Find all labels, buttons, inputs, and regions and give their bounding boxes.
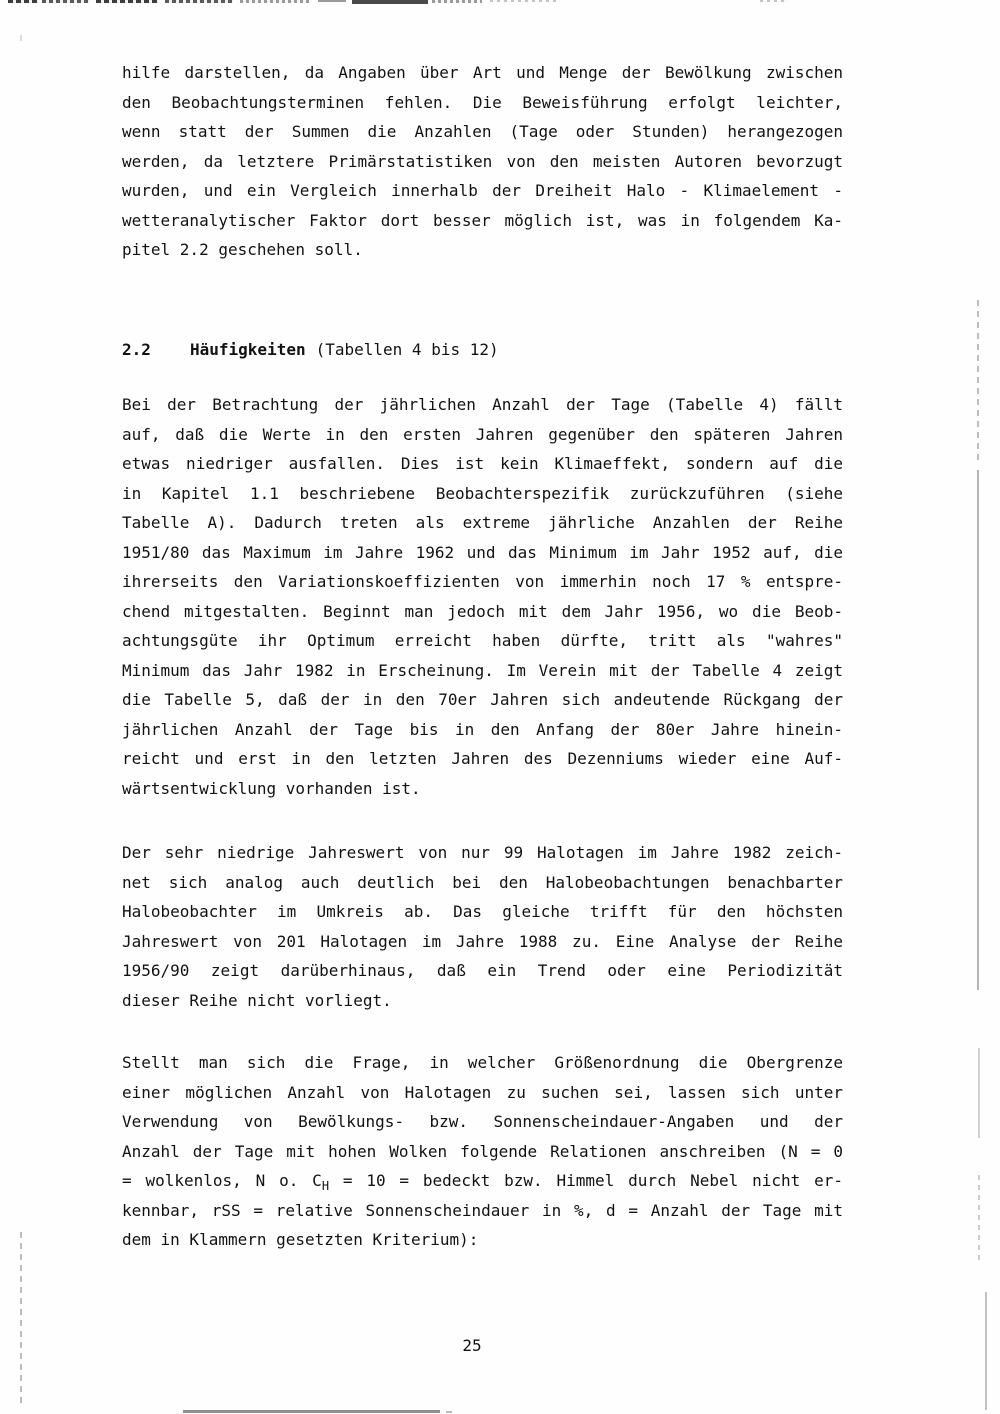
text-line: etwas niedriger ausfallen. Dies ist kein Klimaeffekt, sondern auf die bbox=[122, 454, 843, 473]
text-line: Halobeobachter im Umkreis ab. Das gleiche trifft für den höchsten bbox=[122, 902, 843, 921]
text-line: kennbar, rSS = relative Sonnenscheindauer in %, d = Anzahl der Tage mit bbox=[122, 1200, 843, 1220]
text-line: = wolkenlos, N o. $C_H = 10$ = bedeckt bzw. Himmel durch Nebel nicht er- bbox=[122, 1171, 843, 1193]
text-line: in Kapitel 1.1 beschriebene Beobachterspezifik zurückzuführen (siehe bbox=[122, 483, 843, 503]
scan-artifact bbox=[352, 0, 428, 4]
scan-artifact bbox=[978, 1175, 980, 1260]
section-title: Häufigkeiten bbox=[190, 339, 306, 359]
scan-artifact bbox=[20, 1232, 22, 1404]
scan-artifact bbox=[8, 0, 38, 3]
page-number: 25 bbox=[462, 1336, 482, 1355]
text-line: 1951/80 das Maximum im Jahre 1962 und das Minimum im Jahr 1952 auf, die bbox=[122, 542, 843, 562]
text-line: wetteranalytischer Faktor dort besser möglich ist, was in folgendem Ka- bbox=[122, 210, 843, 230]
text-line: Jahreswert von 201 Halotagen im Jahre 1988 zu. Eine Analyse der Reihe bbox=[122, 931, 843, 951]
text-line: chend mitgestalten. Beginnt man jedoch mit dem Jahr 1956, wo die Beob- bbox=[122, 601, 843, 621]
scan-artifact bbox=[432, 0, 482, 3]
text-line: wenn statt der Summen die Anzahlen (Tage oder Stunden) herangezogen bbox=[122, 122, 843, 141]
section-number: 2.2 bbox=[122, 339, 151, 359]
text-line: wärtsentwicklung vorhanden ist. bbox=[122, 778, 421, 798]
scan-artifact bbox=[318, 0, 346, 2]
paragraph bbox=[122, 390, 843, 803]
text-line: hilfe darstellen, da Angaben über Art und Menge der Bewölkung zwischen bbox=[122, 63, 843, 82]
scan-artifact bbox=[240, 0, 312, 3]
section-suffix: (Tabellen 4 bis 12) bbox=[315, 339, 499, 359]
text-line: wurden, und ein Vergleich innerhalb der Dreiheit Halo - Klimaelement - bbox=[122, 181, 843, 200]
paragraph bbox=[122, 1048, 843, 1255]
scan-artifact bbox=[977, 300, 979, 465]
text-line: net sich analog auch deutlich bei den Halobeobachtungen benachbarter bbox=[122, 872, 843, 892]
scan-artifact bbox=[20, 35, 22, 41]
text-line: Verwendung von Bewölkungs- bzw. Sonnenscheindauer-Angaben und der bbox=[122, 1112, 843, 1131]
scan-artifact bbox=[490, 0, 560, 2]
scan-artifact bbox=[978, 1048, 980, 1138]
scan-artifact bbox=[183, 1410, 440, 1413]
text-line: den Beobachtungsterminen fehlen. Die Beweisführung erfolgt leichter, bbox=[122, 92, 843, 112]
text-line: auf, daß die Werte in den ersten Jahren gegenüber den späteren Jahren bbox=[122, 424, 843, 444]
text-line: dem in Klammern gesetzten Kriterium): bbox=[122, 1230, 479, 1249]
text-line: die Tabelle 5, daß der in den 70er Jahren sich andeutende Rückgang der bbox=[122, 690, 843, 709]
scan-artifact bbox=[977, 470, 979, 990]
text-line: ihrerseits den Variationskoeffizienten von immerhin noch 17 % entspre- bbox=[122, 572, 843, 591]
text-line: Tabelle A). Dadurch treten als extreme jährliche Anzahlen der Reihe bbox=[122, 513, 843, 532]
section-heading bbox=[122, 335, 843, 365]
text-body bbox=[122, 58, 843, 1255]
text-line: jährlichen Anzahl der Tage bis in den Anfang der 80er Jahre hinein- bbox=[122, 719, 843, 739]
paragraph bbox=[122, 838, 843, 1015]
text-line: reicht und erst in den letzten Jahren des Dezenniums wieder eine Auf- bbox=[122, 749, 843, 768]
text-line: Minimum das Jahr 1982 in Erscheinung. Im Verein mit der Tabelle 4 zeigt bbox=[122, 660, 843, 680]
text-line: pitel 2.2 geschehen soll. bbox=[122, 240, 363, 259]
text-line: 1956/90 zeigt darüberhinaus, daß ein Trend oder eine Periodizität bbox=[122, 961, 843, 980]
text-line: Der sehr niedrige Jahreswert von nur 99 Halotagen im Jahre 1982 zeich- bbox=[122, 843, 843, 862]
scan-artifact bbox=[446, 1411, 452, 1413]
text-line: dieser Reihe nicht vorliegt. bbox=[122, 990, 392, 1010]
text-line: einer möglichen Anzahl von Halotagen zu suchen sei, lassen sich unter bbox=[122, 1082, 843, 1102]
text-line: Bei der Betrachtung der jährlichen Anzahl der Tage (Tabelle 4) fällt bbox=[122, 395, 843, 414]
scan-artifact bbox=[42, 0, 90, 3]
scan-artifact bbox=[96, 0, 158, 3]
text-line: Stellt man sich die Frage, in welcher Größenordnung die Obergrenze bbox=[122, 1053, 843, 1072]
scan-artifact bbox=[760, 0, 788, 2]
paragraph bbox=[122, 58, 843, 265]
text-line: werden, da letztere Primärstatistiken von den meisten Autoren bevorzugt bbox=[122, 151, 843, 171]
text-line: achtungsgüte ihr Optimum erreicht haben dürfte, tritt als "wahres" bbox=[122, 631, 843, 650]
text-line: Anzahl der Tage mit hohen Wolken folgende Relationen anschreiben (N = 0 bbox=[122, 1141, 843, 1161]
scan-artifact bbox=[165, 0, 233, 3]
scan-artifact bbox=[985, 1292, 987, 1410]
